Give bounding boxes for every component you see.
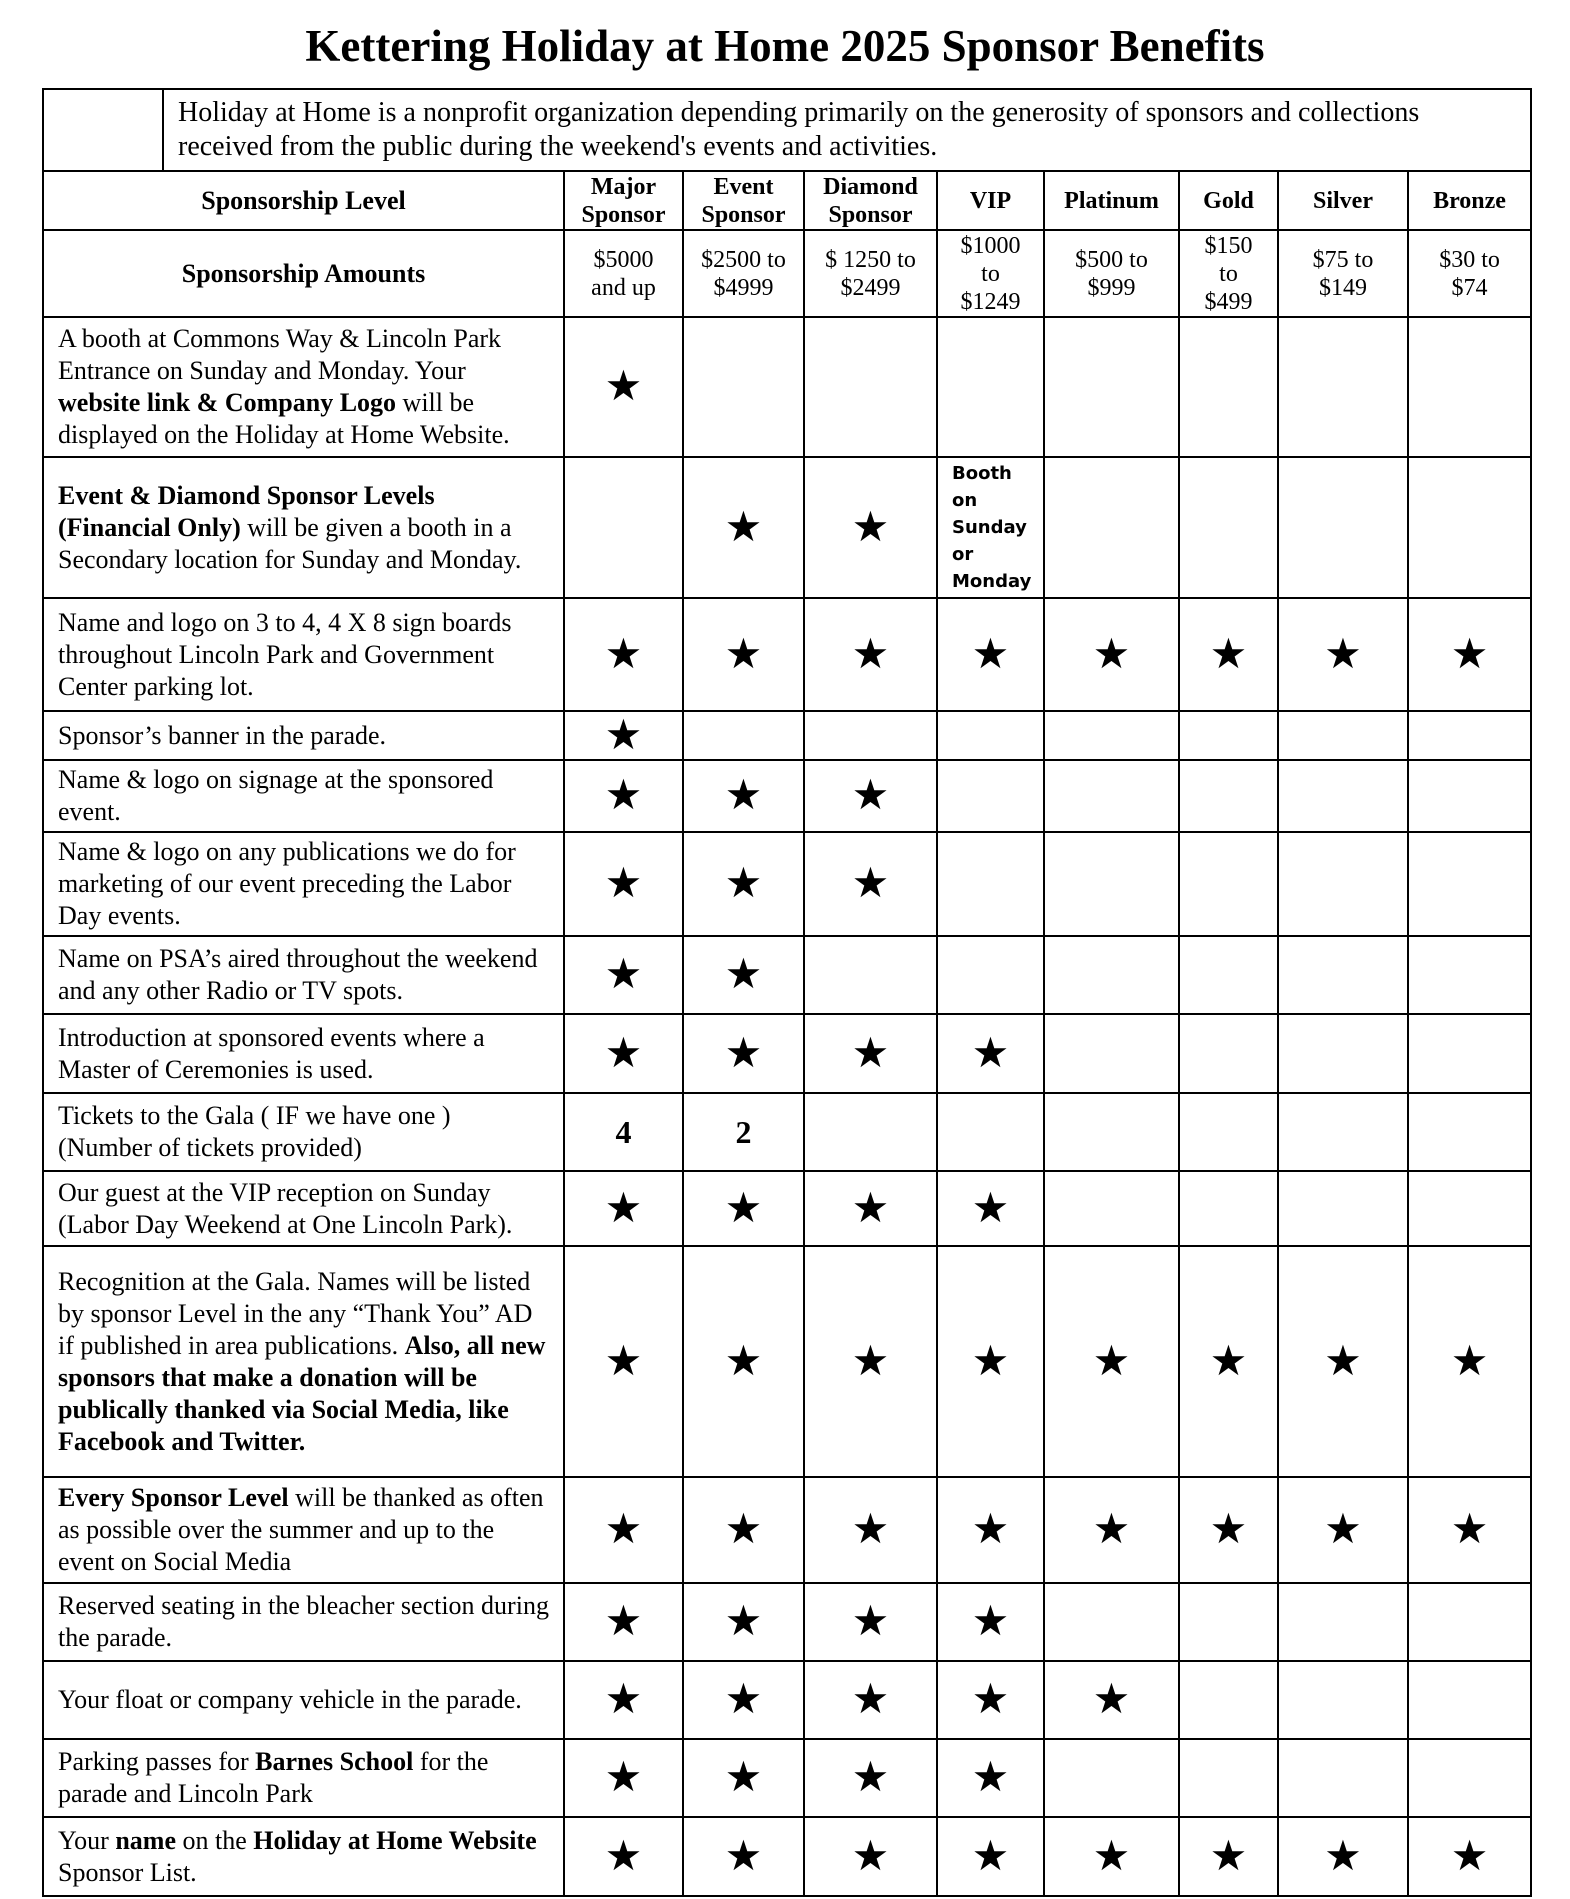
star-icon: ★: [804, 1014, 937, 1093]
empty-cell: [804, 1093, 937, 1171]
star-icon: ★: [937, 1583, 1044, 1661]
amount-text: $2499: [840, 274, 901, 301]
empty-cell: [1179, 1739, 1278, 1817]
empty-cell: [1408, 1093, 1531, 1171]
benefit-description: [43, 457, 564, 598]
star-icon: ★: [1179, 1477, 1278, 1583]
amount-cell-7: [1408, 230, 1531, 317]
benefit-row-gala-recognition: [43, 1246, 1531, 1477]
star-icon: ★: [804, 1817, 937, 1896]
amount-cell-0: [564, 230, 683, 317]
level-header-text: Platinum: [1064, 187, 1159, 214]
empty-cell: [683, 711, 804, 760]
star-icon: ★: [564, 1246, 683, 1477]
empty-cell: [1044, 1171, 1179, 1246]
benefit-description: [43, 1093, 564, 1171]
star-icon: ★: [683, 1739, 804, 1817]
empty-cell: [1278, 711, 1408, 760]
star-icon: ★: [564, 760, 683, 832]
empty-cell: [1408, 936, 1531, 1014]
benefit-text: Introduction at sponsored events where a Master of Ceremonies is used.: [58, 1022, 485, 1084]
empty-cell: [1278, 1093, 1408, 1171]
amount-cell-6: [1278, 230, 1408, 317]
amount-cell-5: [1179, 230, 1278, 317]
star-icon: ★: [1408, 598, 1531, 711]
empty-cell: [1044, 1093, 1179, 1171]
star-icon: ★: [937, 1246, 1044, 1477]
sponsorship-level-row: [43, 171, 1531, 230]
empty-cell: [1179, 1661, 1278, 1739]
sponsorship-amounts-label: Sponsorship Amounts: [43, 230, 564, 317]
level-header-0: [564, 171, 683, 230]
amount-text: $4999: [713, 274, 774, 301]
benefit-text: Recognition at the Gala. Names will be listed by sponsor Level in the any “Thank You” AD if published in area publications.: [58, 1266, 533, 1360]
star-icon: ★: [683, 1583, 804, 1661]
amount-cell-1: [683, 230, 804, 317]
empty-cell: [1408, 1739, 1531, 1817]
star-icon: ★: [1278, 598, 1408, 711]
star-icon: ★: [683, 832, 804, 936]
star-icon: ★: [683, 1661, 804, 1739]
empty-cell: [937, 936, 1044, 1014]
star-icon: ★: [1044, 1817, 1179, 1896]
amount-cell-2: [804, 230, 937, 317]
amount-text: $2500 to: [701, 246, 786, 273]
empty-cell: [1408, 1583, 1531, 1661]
empty-cell: [1179, 317, 1278, 457]
empty-cell: [1408, 832, 1531, 936]
benefit-text: Sponsor List.: [58, 1857, 197, 1887]
booth-note: Booth on Sunday or Monday: [937, 457, 1044, 598]
empty-cell: [1044, 936, 1179, 1014]
benefit-row-psa: [43, 936, 1531, 1014]
empty-cell: [804, 936, 937, 1014]
benefit-text: Every Sponsor Level: [58, 1483, 289, 1512]
star-icon: ★: [564, 936, 683, 1014]
benefit-description: [43, 598, 564, 711]
empty-cell: [1278, 760, 1408, 832]
benefit-text: Name & logo on any publications we do for marketing of our event preceding the Labor Day events.: [58, 837, 516, 930]
empty-cell: [937, 317, 1044, 457]
benefit-text: Our guest at the VIP reception on Sunday (Labor Day Weekend at One Lincoln Park).: [58, 1177, 513, 1239]
level-header-5: [1179, 171, 1278, 230]
empty-cell: [1278, 936, 1408, 1014]
amount-text: and up: [591, 274, 656, 301]
level-header-text: Diamond: [823, 173, 918, 200]
empty-cell: [1044, 832, 1179, 936]
empty-cell: [1179, 457, 1278, 598]
star-icon: ★: [804, 832, 937, 936]
empty-cell: [1044, 1014, 1179, 1093]
empty-cell: [804, 711, 937, 760]
star-icon: ★: [564, 1477, 683, 1583]
star-icon: ★: [1044, 1477, 1179, 1583]
benefit-description: [43, 1661, 564, 1739]
benefit-description: [43, 711, 564, 760]
star-icon: ★: [683, 1817, 804, 1896]
empty-cell: [1044, 457, 1179, 598]
benefit-row-introduction: [43, 1014, 1531, 1093]
empty-cell: [1408, 711, 1531, 760]
empty-cell: [1408, 457, 1531, 598]
benefit-row-booth-secondary: [43, 457, 1531, 598]
benefit-description: [43, 1583, 564, 1661]
empty-cell: [937, 832, 1044, 936]
star-icon: ★: [564, 711, 683, 760]
amount-text: $499: [1204, 288, 1253, 315]
benefit-description: [43, 1477, 564, 1583]
empty-cell: [937, 1093, 1044, 1171]
star-icon: ★: [937, 1739, 1044, 1817]
level-header-text: Sponsor: [701, 201, 786, 228]
ticket-count: 2: [683, 1093, 804, 1171]
empty-cell: [937, 711, 1044, 760]
benefit-text: Event & Diamond Sponsor Levels (Financial Only): [58, 480, 435, 542]
benefit-text: Barnes School: [255, 1747, 414, 1776]
level-header-text: Sponsor: [828, 201, 913, 228]
benefit-description: [43, 760, 564, 832]
benefit-text: will be thanked as often as possible over the summer and up to the event on Social Media: [58, 1483, 544, 1576]
star-icon: ★: [804, 1477, 937, 1583]
benefit-text: Your float or company vehicle in the parade.: [58, 1685, 522, 1714]
sponsorship-level-label: Sponsorship Level: [43, 171, 564, 230]
level-header-text: Bronze: [1433, 187, 1506, 214]
star-icon: ★: [683, 1014, 804, 1093]
star-icon: ★: [564, 832, 683, 936]
benefit-text: website link & Company Logo: [58, 388, 397, 417]
star-icon: ★: [564, 1171, 683, 1246]
empty-cell: [1408, 1171, 1531, 1246]
level-header-text: Event: [713, 173, 774, 200]
empty-cell: [1179, 760, 1278, 832]
amount-text: $999: [1087, 274, 1136, 301]
benefit-row-sign-boards: [43, 598, 1531, 711]
benefit-text: Also, all new sponsors that make a donation will be publically thanked via Social Media, like Facebook and Twitter.: [58, 1330, 546, 1456]
benefit-row-gala-tickets: [43, 1093, 1531, 1171]
benefit-row-website-list: [43, 1817, 1531, 1896]
star-icon: ★: [1044, 598, 1179, 711]
amount-text: $30 to: [1439, 246, 1500, 273]
star-icon: ★: [683, 457, 804, 598]
benefit-description: [43, 832, 564, 936]
empty-cell: [1278, 832, 1408, 936]
star-icon: ★: [937, 1817, 1044, 1896]
empty-cell: [1179, 936, 1278, 1014]
empty-cell: [1408, 1014, 1531, 1093]
benefit-text: Tickets to the Gala ( IF we have one ) (Number of tickets provided): [58, 1101, 451, 1162]
benefit-text: Sponsor’s banner in the parade.: [58, 720, 387, 750]
empty-cell: [683, 317, 804, 457]
star-icon: ★: [937, 598, 1044, 711]
empty-cell: [1044, 760, 1179, 832]
amount-text: $5000: [593, 246, 654, 273]
star-icon: ★: [564, 1014, 683, 1093]
star-icon: ★: [804, 1246, 937, 1477]
empty-cell: [1179, 832, 1278, 936]
empty-cell: [1278, 1583, 1408, 1661]
star-icon: ★: [1179, 1817, 1278, 1896]
star-icon: ★: [937, 1477, 1044, 1583]
star-icon: ★: [564, 598, 683, 711]
benefit-description: [43, 936, 564, 1014]
empty-cell: [1408, 1661, 1531, 1739]
star-icon: ★: [564, 1583, 683, 1661]
star-icon: ★: [804, 598, 937, 711]
star-icon: ★: [1278, 1817, 1408, 1896]
amount-cell-4: [1044, 230, 1179, 317]
sponsorship-amounts-row: [43, 230, 1531, 317]
benefit-description: [43, 1171, 564, 1246]
benefit-text: on the: [176, 1825, 254, 1855]
empty-cell: [1044, 1583, 1179, 1661]
benefit-text: will be displayed on the Holiday at Home Website.: [58, 388, 510, 449]
benefit-text: Your: [58, 1825, 116, 1855]
intro-text: Holiday at Home is a nonprofit organization depending primarily on the generosity of sponsors and collections received from the public during the weekend's events and activities.: [163, 89, 1531, 171]
star-icon: ★: [937, 1661, 1044, 1739]
empty-cell: [1044, 317, 1179, 457]
ticket-count: 4: [564, 1093, 683, 1171]
empty-cell: [1278, 1739, 1408, 1817]
benefit-row-publications: [43, 832, 1531, 936]
amount-text: $75 to: [1312, 246, 1374, 273]
empty-cell: [1179, 1093, 1278, 1171]
benefit-text: for the parade and Lincoln Park: [58, 1747, 489, 1808]
level-header-4: [1044, 171, 1179, 230]
empty-cell: [1278, 317, 1408, 457]
star-icon: ★: [804, 1661, 937, 1739]
benefit-text: A booth at Commons Way & Lincoln Park Entrance on Sunday and Monday. Your: [58, 324, 502, 385]
benefit-text: Name & logo on signage at the sponsored event.: [58, 765, 494, 826]
star-icon: ★: [1408, 1246, 1531, 1477]
star-icon: ★: [1408, 1817, 1531, 1896]
level-header-7: [1408, 171, 1531, 230]
level-header-6: [1278, 171, 1408, 230]
benefit-text: name: [115, 1825, 177, 1855]
sponsor-benefits-table: [42, 88, 1532, 1897]
empty-cell: [937, 760, 1044, 832]
empty-cell: [1278, 1661, 1408, 1739]
benefit-description: [43, 1014, 564, 1093]
benefit-text: Parking passes for: [58, 1747, 256, 1776]
empty-cell: [1408, 760, 1531, 832]
star-icon: ★: [804, 1739, 937, 1817]
benefit-row-parade-banner: [43, 711, 1531, 760]
benefit-text: Reserved seating in the bleacher section during the parade.: [58, 1591, 549, 1652]
star-icon: ★: [564, 1817, 683, 1896]
amount-text: $500 to: [1075, 246, 1148, 273]
star-icon: ★: [804, 457, 937, 598]
level-header-1: [683, 171, 804, 230]
intro-blank-cell: [43, 89, 163, 171]
benefit-text: will be given a booth in a Secondary location for Sunday and Monday.: [58, 512, 522, 574]
star-icon: ★: [1179, 598, 1278, 711]
empty-cell: [1278, 1014, 1408, 1093]
benefit-description: [43, 317, 564, 457]
amount-text: $ 1250 to: [825, 246, 916, 273]
benefit-description: [43, 1246, 564, 1477]
benefit-row-parking-passes: [43, 1739, 1531, 1817]
level-header-text: Sponsor: [581, 201, 666, 228]
benefit-description: [43, 1739, 564, 1817]
star-icon: ★: [564, 1661, 683, 1739]
star-icon: ★: [564, 1739, 683, 1817]
level-header-text: VIP: [969, 187, 1012, 214]
benefit-text: Name on PSA’s aired throughout the weekend and any other Radio or TV spots.: [58, 944, 538, 1005]
benefit-description: [43, 1817, 564, 1896]
amount-cell-3: [937, 230, 1044, 317]
star-icon: ★: [683, 1171, 804, 1246]
amount-text: to: [981, 260, 1000, 287]
amount-text: to: [1219, 260, 1238, 287]
level-header-text: Silver: [1313, 187, 1373, 214]
star-icon: ★: [804, 1583, 937, 1661]
star-icon: ★: [804, 760, 937, 832]
benefit-row-social-thanks: [43, 1477, 1531, 1583]
star-icon: ★: [804, 1171, 937, 1246]
empty-cell: [564, 457, 683, 598]
star-icon: ★: [1278, 1246, 1408, 1477]
empty-cell: [804, 317, 937, 457]
benefit-text: Holiday at Home Website: [253, 1825, 537, 1855]
empty-cell: [1179, 1583, 1278, 1661]
page-title: Kettering Holiday at Home 2025 Sponsor Benefits: [305, 21, 1265, 71]
star-icon: ★: [937, 1014, 1044, 1093]
amount-text: $74: [1451, 274, 1488, 301]
empty-cell: [1044, 1739, 1179, 1817]
empty-cell: [1044, 711, 1179, 760]
benefit-row-bleacher-seating: [43, 1583, 1531, 1661]
amount-text: $1000: [960, 232, 1021, 259]
amount-text: $149: [1319, 274, 1367, 301]
empty-cell: [1179, 711, 1278, 760]
level-header-text: Major: [590, 173, 657, 200]
empty-cell: [1408, 317, 1531, 457]
amount-text: $150: [1204, 232, 1253, 259]
star-icon: ★: [564, 317, 683, 457]
star-icon: ★: [683, 598, 804, 711]
benefit-row-booth-commons: [43, 317, 1531, 457]
star-icon: ★: [937, 1171, 1044, 1246]
level-header-3: [937, 171, 1044, 230]
level-header-2: [804, 171, 937, 230]
star-icon: ★: [1044, 1661, 1179, 1739]
empty-cell: [1179, 1171, 1278, 1246]
intro-row: [43, 89, 1531, 171]
star-icon: ★: [683, 1477, 804, 1583]
amount-text: $1249: [960, 288, 1021, 315]
benefit-row-event-signage: [43, 760, 1531, 832]
star-icon: ★: [1278, 1477, 1408, 1583]
benefit-text: Name and logo on 3 to 4, 4 X 8 sign boards throughout Lincoln Park and Government Center parking lot.: [58, 607, 512, 701]
star-icon: ★: [683, 936, 804, 1014]
star-icon: ★: [683, 1246, 804, 1477]
benefit-row-parade-float: [43, 1661, 1531, 1739]
star-icon: ★: [683, 760, 804, 832]
empty-cell: [1278, 1171, 1408, 1246]
benefit-row-vip-reception: [43, 1171, 1531, 1246]
empty-cell: [1179, 1014, 1278, 1093]
star-icon: ★: [1408, 1477, 1531, 1583]
empty-cell: [1278, 457, 1408, 598]
level-header-text: Gold: [1203, 187, 1254, 214]
star-icon: ★: [1179, 1246, 1278, 1477]
star-icon: ★: [1044, 1246, 1179, 1477]
